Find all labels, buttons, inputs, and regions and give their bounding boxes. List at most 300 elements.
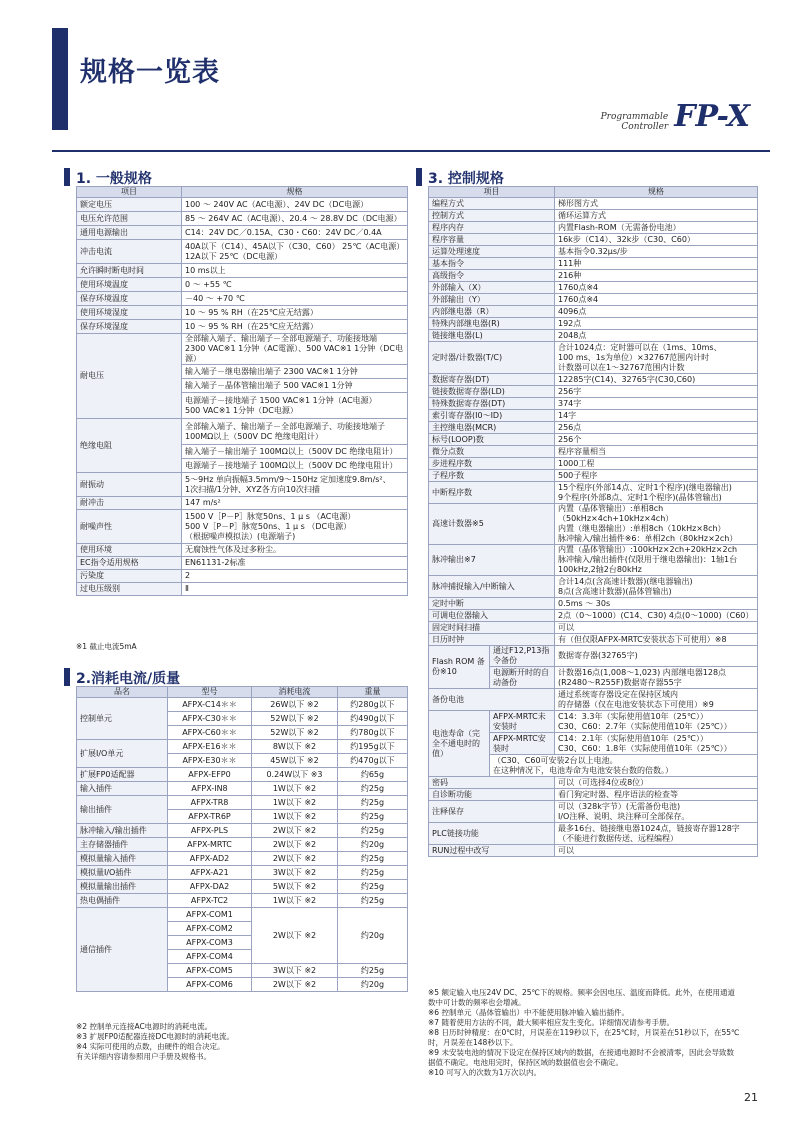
cell-line: 5～9Hz 单向振幅3.5mm/9～150Hz 定加速度9.8m/s²、 <box>185 474 391 484</box>
row-value <box>555 576 758 598</box>
cell-line: 500子程序 <box>558 470 598 480</box>
table-row <box>77 866 408 880</box>
power-weight-table <box>76 686 408 992</box>
row-label: 使用环境温度 <box>77 278 182 292</box>
cell-line: 0.5ms ～ 30s <box>558 598 611 608</box>
row-value <box>555 789 758 801</box>
table-row <box>429 711 758 733</box>
page-title: 规格一览表 <box>80 57 220 88</box>
column-header: 品名 <box>77 687 168 698</box>
table-row <box>77 334 408 365</box>
cell-line: 在这种情况下，电池寿命为电池安装台数的倍数。） <box>493 765 673 775</box>
page-number: 21 <box>744 1091 758 1104</box>
sub-label: AFPX-MRTC未安装时 <box>490 711 555 733</box>
cell-line: 12285字(C14)、32765字(C30,C60) <box>558 374 696 384</box>
cell-line: 10 ～ 95 % RH（在25℃应无结露） <box>185 321 318 331</box>
row-value <box>555 622 758 634</box>
table-row <box>77 824 408 838</box>
row-value <box>182 278 408 292</box>
cell-line: ※2 控制单元连接AC电源时的消耗电流。 <box>76 1022 213 1031</box>
table-row <box>77 320 408 334</box>
model-cell: AFPX-EFP0 <box>168 768 252 782</box>
row-value <box>555 610 758 622</box>
cell-line: 据值不确定。电池用完时，保持区域的数据值也会不确定。 <box>428 1058 623 1067</box>
general-spec-table <box>76 186 408 596</box>
table-row <box>429 777 758 789</box>
row-label: 允许瞬时断电时间 <box>77 264 182 278</box>
model-cell: AFPX-TR8 <box>168 796 252 810</box>
row-value <box>555 374 758 386</box>
row-value <box>182 198 408 212</box>
table-row <box>429 210 758 222</box>
cell-line: 输入端子－输出端子 100MΩ以上（500V DC 绝缘电阻计） <box>185 446 398 456</box>
column-header: 型号 <box>168 687 252 698</box>
current-cell: 1W以下 ※2 <box>252 782 338 796</box>
row-value <box>555 845 758 857</box>
product-name: 脉冲输入/输出插件 <box>77 824 168 838</box>
table-row <box>429 622 758 634</box>
table-row <box>429 306 758 318</box>
table-row <box>77 278 408 292</box>
row-value <box>182 320 408 334</box>
product-name: 模拟量输入插件 <box>77 852 168 866</box>
row-value <box>555 598 758 610</box>
cell-line: 可以 <box>558 845 574 855</box>
cell-line: （C30、C60可安装2台以上电池。 <box>493 755 618 765</box>
cell-line: 梯形图方式 <box>558 198 598 208</box>
table-row <box>429 646 758 667</box>
row-label: 日历时钟 <box>429 634 555 646</box>
table-row <box>429 689 758 711</box>
model-cell: AFPX-AD2 <box>168 852 252 866</box>
row-value <box>555 294 758 306</box>
table-row <box>77 796 408 810</box>
row-value <box>555 634 758 646</box>
current-cell: 1W以下 ※2 <box>252 796 338 810</box>
row-label: 链接继电器(L) <box>429 330 555 342</box>
model-cell: AFPX-C30＊＊ <box>168 712 252 726</box>
table-row <box>429 386 758 398</box>
table-row <box>77 264 408 278</box>
model-cell: AFPX-DA2 <box>168 880 252 894</box>
cell-line: 可以（可选择4位或8位） <box>558 777 649 787</box>
cell-line: ※5 额定输入电压24V DC、25℃下的规格。频率会因电压、温度而降低。此外，在使用通道 <box>428 988 735 997</box>
table-row <box>77 240 408 264</box>
model-cell: AFPX-COM4 <box>168 950 252 964</box>
row-value <box>555 234 758 246</box>
model-cell: AFPX-E16＊＊ <box>168 740 252 754</box>
cell-line: 时，月误差在148秒以下。 <box>428 1038 518 1047</box>
table-row <box>77 473 408 497</box>
weight-cell: 约25g <box>337 964 407 978</box>
section-3-title: 3. 控制规格 <box>428 171 504 187</box>
cell-line: 1000工程 <box>558 458 595 468</box>
cell-line: 可以（328k字节）(无需备份电池) <box>558 801 681 811</box>
row-value <box>555 711 758 733</box>
table-row <box>429 545 758 576</box>
row-label: PLC链接功能 <box>429 823 555 845</box>
cell-line: 500 VAC※1 1分钟（DC电源） <box>185 405 298 415</box>
row-value <box>555 470 758 482</box>
table-row <box>429 446 758 458</box>
cell-line: ※9 未安装电池的情况下设定在保持区域内的数据，在接通电源时不会被清零，因此会导致数 <box>428 1048 734 1057</box>
row-label: 程序内存 <box>429 222 555 234</box>
table-row <box>77 510 408 544</box>
row-value: 数据寄存器(32765字) <box>555 646 758 667</box>
row-value <box>555 210 758 222</box>
row-label: 脉冲输出※7 <box>429 545 555 576</box>
cell-line: 256点 <box>558 422 582 432</box>
table-row <box>429 801 758 823</box>
cell-line: 192点 <box>558 318 582 328</box>
cell-line: 500 V［P－P］脉宽50ns、1 μ s （DC电源） <box>185 521 352 531</box>
table-row <box>429 845 758 857</box>
row-label: 自诊断功能 <box>429 789 555 801</box>
table-row <box>77 908 408 922</box>
table-row <box>429 434 758 446</box>
cell-line: ※3 扩展FP0适配器连接DC电源时的消耗电流。 <box>76 1032 235 1041</box>
product-name: 模拟量I/O插件 <box>77 866 168 880</box>
table-row <box>429 470 758 482</box>
row-label: 程序容量 <box>429 234 555 246</box>
cell-line: 脉冲输入/输出插件(仅限用于继电器输出)：1轴1台100kHz,2轴2台80kHz <box>558 555 738 574</box>
cell-line: －40 ～ +70 ℃ <box>185 293 245 303</box>
sub-label: 通过F12,P13指令备份 <box>490 646 555 667</box>
table-row <box>77 740 408 754</box>
table-row <box>429 598 758 610</box>
table-row <box>77 782 408 796</box>
cell-line: 4096点 <box>558 306 587 316</box>
cell-line: C30、C60：2.7年（实际使用值10年（25℃）） <box>558 721 732 731</box>
row-value <box>555 398 758 410</box>
row-label: 通用电源输出 <box>77 226 182 240</box>
cell-line: 100 ms、1s为单位）×32767范围内计时 <box>558 352 710 362</box>
row-value <box>182 365 408 379</box>
table-row <box>77 768 408 782</box>
row-label: RUN过程中改写 <box>429 845 555 857</box>
table-row <box>429 294 758 306</box>
table-row <box>77 557 408 570</box>
row-value <box>555 222 758 234</box>
weight-cell: 约25g <box>337 782 407 796</box>
table-header-row <box>77 687 408 698</box>
table-row <box>429 823 758 845</box>
product-name: 输出插件 <box>77 796 168 824</box>
row-label: 运算处理速度 <box>429 246 555 258</box>
row-value <box>182 292 408 306</box>
row-label: 主控继电器(MCR) <box>429 422 555 434</box>
weight-cell: 约280g以下 <box>337 698 407 712</box>
row-label: 高级指令 <box>429 270 555 282</box>
cell-line: 内置Flash-ROM（无需备份电池） <box>558 222 681 232</box>
cell-line: 12A以下 25℃（DC电源） <box>185 251 283 261</box>
row-label: 步进程序数 <box>429 458 555 470</box>
control-spec-table <box>428 186 758 857</box>
section-3-notes <box>428 988 764 1078</box>
row-label: 绝缘电阻 <box>77 419 182 473</box>
model-cell: AFPX-C14＊＊ <box>168 698 252 712</box>
row-value <box>555 282 758 294</box>
cell-line: 电源端子－接地端子 1500 VAC※1 1分钟（AC电源） <box>185 395 377 405</box>
table-row <box>429 258 758 270</box>
row-label: 链接数据寄存器(LD) <box>429 386 555 398</box>
model-cell: AFPX-E30＊＊ <box>168 754 252 768</box>
table-row <box>429 234 758 246</box>
section-2-notes <box>76 1022 234 1062</box>
model-cell: AFPX-PLS <box>168 824 252 838</box>
product-name: 控制单元 <box>77 698 168 740</box>
weight-cell: 约20g <box>337 838 407 852</box>
cell-line: 2 <box>185 571 191 580</box>
cell-line: I/O注释、说明、块注释可全部保存。 <box>558 811 690 821</box>
cell-line: 内置（晶体管输出）:单相8ch（50kHz×4ch+10kHz×4ch） <box>558 504 674 523</box>
cell-line: 1760点※4 <box>558 294 599 304</box>
cell-line: ※7 随着使用方法的不同，最大频率相应发生变化。详细情况请参考手册。 <box>428 1018 674 1027</box>
product-name: 扩展I/O单元 <box>77 740 168 768</box>
row-value <box>555 446 758 458</box>
column-header: 项目 <box>77 187 182 198</box>
weight-cell: 约25g <box>337 894 407 908</box>
current-cell: 52W以下 ※2 <box>252 726 338 740</box>
sub-label: AFPX-MRTC安装时 <box>490 733 555 755</box>
cell-line: C30、C60：1.8年（实际使用值10年（25℃）） <box>558 743 732 753</box>
row-label: EC指令适用规格 <box>77 557 182 570</box>
table-row <box>429 318 758 330</box>
table-row <box>429 342 758 374</box>
row-value <box>182 212 408 226</box>
table-row <box>77 544 408 557</box>
cell-line: 计数器16点(1,008～1,023) 内部继电器128点 <box>558 667 727 677</box>
weight-cell: 约65g <box>337 768 407 782</box>
row-value <box>182 240 408 264</box>
cell-line: C14：3.3年（实际使用值10年（25℃）） <box>558 711 708 721</box>
row-label: 脉冲捕捉输入/中断输入 <box>429 576 555 598</box>
row-value <box>182 306 408 320</box>
cell-line: 2300 VAC※1 1分钟（AC電源）、500 VAC※1 1分钟（DC电源） <box>185 344 403 363</box>
header-accent-bar <box>52 44 68 130</box>
header-accent-square <box>52 28 68 44</box>
cell-line: （不能进行数据传送、远程编程） <box>558 833 678 843</box>
current-cell: 3W以下 ※2 <box>252 866 338 880</box>
row-label: 耐噪声性 <box>77 510 182 544</box>
table-row <box>77 212 408 226</box>
row-label: 索引寄存器(I0～ID) <box>429 410 555 422</box>
cell-line: 9个程序(外部8点、定时1个程序)(晶体管输出) <box>558 492 722 502</box>
row-label: 耐振动 <box>77 473 182 497</box>
row-label: 内部继电器（R） <box>429 306 555 318</box>
current-cell: 2W以下 ※2 <box>252 852 338 866</box>
cell-line: 全部输入端子、输出端子－全部电源端子、功能接地端子 <box>185 421 385 431</box>
row-value <box>555 318 758 330</box>
product-name: 输入插件 <box>77 782 168 796</box>
weight-cell: 约25g <box>337 852 407 866</box>
model-cell: AFPX-TR6P <box>168 810 252 824</box>
cell-line: 147 m/s² <box>185 498 221 507</box>
cell-line: 256个 <box>558 434 582 444</box>
row-value <box>555 733 758 755</box>
cell-line: 脉冲输入/输出插件※6：单相2ch（80kHz×2ch） <box>558 534 738 543</box>
row-value <box>182 334 408 365</box>
row-label: 子程序数 <box>429 470 555 482</box>
model-cell: AFPX-IN8 <box>168 782 252 796</box>
row-value <box>182 583 408 596</box>
table-row <box>429 374 758 386</box>
row-value <box>555 306 758 318</box>
row-value <box>555 198 758 210</box>
model-cell: AFPX-COM3 <box>168 936 252 950</box>
row-label: 备份电池 <box>429 689 555 711</box>
row-value <box>555 270 758 282</box>
cell-line: 内置（晶体管输出）:100kHz×2ch+20kHz×2ch <box>558 545 738 554</box>
cell-line: ※8 日历时钟精度：在0℃时，月误差在119秒以下，在25℃时，月误差在51秒以下，在55℃ <box>428 1028 740 1037</box>
row-value <box>555 823 758 845</box>
section-1-bar <box>64 168 70 186</box>
current-cell: 3W以下 ※2 <box>252 964 338 978</box>
cell-line: （根据噪声模拟法）(电源端子) <box>185 531 296 541</box>
table-row <box>429 282 758 294</box>
cell-line: 计数器可以在1～32767范围内计数 <box>558 362 685 372</box>
row-label: 特殊内部继电器(R) <box>429 318 555 330</box>
weight-cell: 约780g以下 <box>337 726 407 740</box>
cell-line: ※4 实际可使用的点数，由硬件的组合决定。 <box>76 1042 225 1051</box>
cell-line: 输入端子－继电器输出端子 2300 VAC※1 1分钟 <box>185 366 358 376</box>
cell-line: 有（但仅限AFPX-MRTC安装状态下可使用）※8 <box>558 634 727 644</box>
weight-cell: 约25g <box>337 880 407 894</box>
cell-line: ※6 控制单元（晶体管输出）中不能使用脉冲输入输出插件。 <box>428 1008 629 1017</box>
weight-cell: 约25g <box>337 866 407 880</box>
table-row <box>77 583 408 596</box>
row-label: 编程方式 <box>429 198 555 210</box>
cell-line: 的存储器（仅在电池安装状态下可使用）※9 <box>558 699 714 709</box>
brand-logo <box>600 99 750 134</box>
current-cell: 1W以下 ※2 <box>252 810 338 824</box>
model-cell: AFPX-TC2 <box>168 894 252 908</box>
row-value <box>182 510 408 544</box>
row-label: 使用环境 <box>77 544 182 557</box>
cell-line: C14：2.1年（实际使用值10年（25℃）） <box>558 733 708 743</box>
table-row <box>77 198 408 212</box>
row-label: 耐电压 <box>77 334 182 419</box>
header-divider <box>52 150 770 152</box>
row-value <box>555 330 758 342</box>
row-label: 定时中断 <box>429 598 555 610</box>
cell-line: 基本指令0.32μs/步 <box>558 246 628 256</box>
row-value <box>555 777 758 789</box>
row-value <box>182 379 408 393</box>
column-header: 消耗电流 <box>252 687 338 698</box>
row-label: 高速计数器※5 <box>429 504 555 545</box>
row-value <box>182 570 408 583</box>
row-label: 污染度 <box>77 570 182 583</box>
row-value <box>182 226 408 240</box>
cell-line: 111种 <box>558 258 582 268</box>
row-value <box>182 459 408 473</box>
row-label: 保存环境温度 <box>77 292 182 306</box>
model-cell: AFPX-COM5 <box>168 964 252 978</box>
current-cell: 26W以下 ※2 <box>252 698 338 712</box>
cell-line: 全部输入端子、输出端子－全部电源端子、功能接地端 <box>185 334 377 343</box>
cell-line: 2点（0～1000）(C14、C30) 4点(0～1000)（C60） <box>558 610 754 620</box>
table-row <box>429 198 758 210</box>
cell-line: 100MΩ以上（500V DC 绝缘电阻计） <box>185 431 323 441</box>
column-header: 项目 <box>429 187 555 198</box>
cell-line: 程序容量相当 <box>558 446 606 456</box>
table-row <box>429 458 758 470</box>
row-label: 外部输出（Y） <box>429 294 555 306</box>
cell-line: 100 ～ 240V AC（AC电源）、24V DC（DC电源） <box>185 199 369 209</box>
weight-cell: 约20g <box>337 908 407 964</box>
logo-line-1: Programmable <box>600 112 669 122</box>
weight-cell: 约490g以下 <box>337 712 407 726</box>
cell-line: 374字 <box>558 398 582 408</box>
current-cell: 2W以下 ※2 <box>252 838 338 852</box>
row-value <box>182 393 408 419</box>
row-value <box>555 422 758 434</box>
row-value <box>555 801 758 823</box>
table-row <box>429 634 758 646</box>
weight-cell: 约25g <box>337 810 407 824</box>
row-value <box>555 434 758 446</box>
row-value <box>555 410 758 422</box>
table-row <box>429 610 758 622</box>
cell-line: (R2480～R255F)数据寄存器55字 <box>558 677 682 687</box>
cell-line: Ⅱ <box>185 584 189 593</box>
table-row <box>429 422 758 434</box>
row-value <box>555 246 758 258</box>
cell-line: EN61131-2标准 <box>185 558 246 567</box>
weight-cell: 约25g <box>337 824 407 838</box>
table-row <box>77 226 408 240</box>
row-value <box>182 264 408 278</box>
row-label: 标号(LOOP)数 <box>429 434 555 446</box>
table-row <box>77 894 408 908</box>
model-cell: AFPX-C60＊＊ <box>168 726 252 740</box>
row-value <box>555 545 758 576</box>
column-header: 规格 <box>555 187 758 198</box>
row-label: 冲击电流 <box>77 240 182 264</box>
current-cell: 2W以下 ※2 <box>252 824 338 838</box>
row-value <box>555 386 758 398</box>
section-2-bar <box>64 668 70 686</box>
row-label: 保存环境湿度 <box>77 320 182 334</box>
table-header-row <box>77 187 408 198</box>
row-label: 基本指令 <box>429 258 555 270</box>
column-header: 规格 <box>182 187 408 198</box>
cell-line: C14：24V DC／0.15A、C30・C60：24V DC／0.4A <box>185 227 382 237</box>
row-value <box>555 342 758 374</box>
current-cell: 8W以下 ※2 <box>252 740 338 754</box>
table-row <box>77 497 408 510</box>
table-row <box>77 419 408 445</box>
logo-line-2: Controller <box>621 122 669 132</box>
current-cell: 2W以下 ※2 <box>252 978 338 992</box>
table-row <box>429 398 758 410</box>
table-row <box>429 246 758 258</box>
cell-line: 2048点 <box>558 330 587 340</box>
cell-line: 40A以下（C14）、45A以下（C30、C60） 25℃（AC电源） <box>185 241 405 251</box>
model-cell: AFPX-COM6 <box>168 978 252 992</box>
cell-line: 循环运算方式 <box>558 210 606 220</box>
weight-cell: 约470g以下 <box>337 754 407 768</box>
product-name: 主存储器插件 <box>77 838 168 852</box>
current-cell: 1W以下 ※2 <box>252 894 338 908</box>
weight-cell: 约25g <box>337 796 407 810</box>
table-row <box>429 504 758 545</box>
row-value <box>182 473 408 497</box>
table-row <box>429 270 758 282</box>
row-label: 数据寄存器(DT) <box>429 374 555 386</box>
cell-line: 内置（继电器输出）:单相8ch（10kHz×8ch） <box>558 524 726 533</box>
